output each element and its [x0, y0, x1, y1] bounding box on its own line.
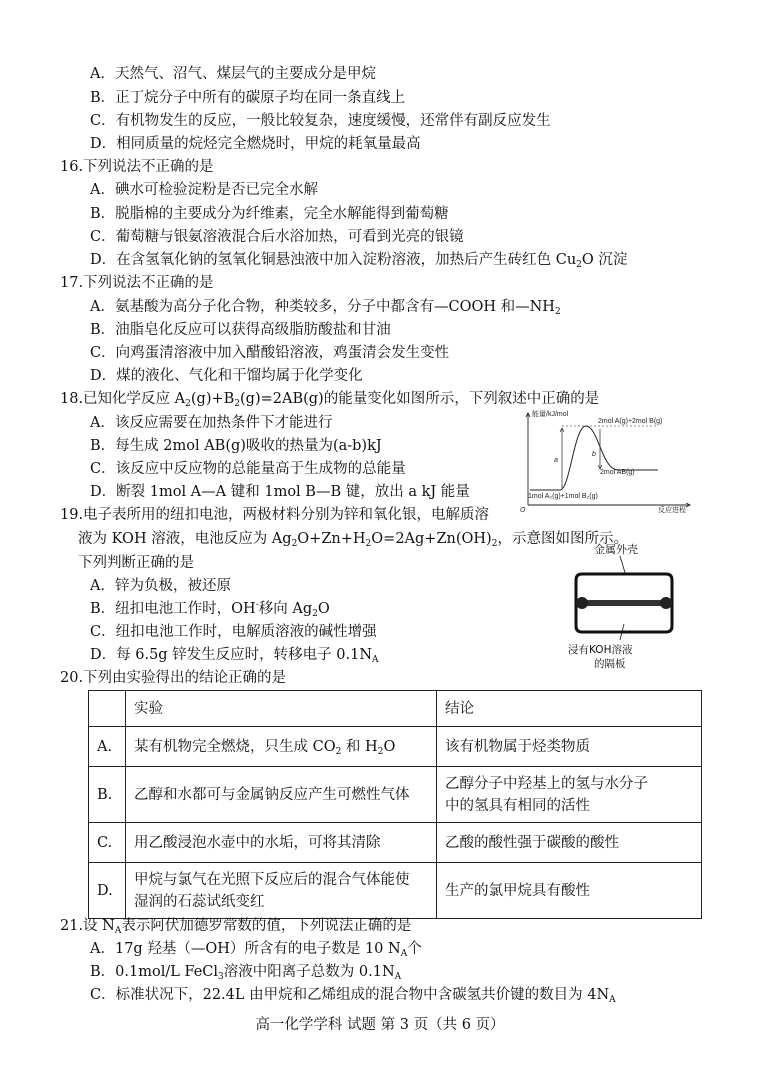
- q18-stem: 18.已知化学反应 $A_2(g)+B_2(g)=2AB(g)$的能量变化如图所示，下列叙述中正确的是: [60, 391, 600, 409]
- q21-option-a: A．17g 羟基（—OH）所含有的电子数是 10 $N_A$个: [90, 941, 422, 959]
- table-row: [89, 863, 702, 919]
- q19-option-b: B．纽扣电池工作时，OH-移向 $Ag_2O$: [90, 600, 330, 619]
- q21-option-b: B．0.1mol/L FeCl$_3$溶液中阳离子总数为 $0.1N_A$: [90, 964, 402, 982]
- q17-option-c: C．向鸡蛋清溶液中加入醋酸铅溶液，鸡蛋清会发生变性: [90, 345, 450, 361]
- q19-stem-line2: 液为 KOH 溶液，电池反应为 $Ag_2O+Zn+H_2O=2Ag+Zn(OH)_2$，示意图如图所示。: [78, 531, 628, 549]
- table-header-row: [89, 691, 702, 727]
- row-conclusion: 乙醇分子中羟基上的氢与水分子 中的氢具有相同的活性: [437, 767, 702, 823]
- energy-curve: [530, 426, 658, 490]
- row-label: D.: [89, 863, 126, 919]
- q17-option-b: B．油脂皂化反应可以获得高级脂肪酸盐和甘油: [90, 322, 391, 338]
- table-row: [89, 767, 702, 823]
- table-header-conclusion: 结论: [437, 691, 702, 727]
- q16-option-a: A．碘水可检验淀粉是否已完全水解: [90, 182, 318, 198]
- q18-option-c: C．该反应中反应物的总能量高于生成物的总能量: [90, 461, 406, 477]
- separator-label-2: 的隔板: [594, 658, 626, 670]
- separator-label-1: 浸有KOH溶液: [568, 644, 633, 656]
- table-row: [89, 727, 702, 767]
- q16-stem: 16.下列说法不正确的是: [60, 159, 214, 175]
- q21-option-c: C．标准状况下，22.4L 由甲烷和乙烯组成的混合物中含碳氢共价键的数目为 $4N_A$: [90, 987, 616, 1005]
- energy-a-label: a: [554, 457, 558, 464]
- separator-plate: [579, 600, 669, 606]
- q15-option-d: D．相同质量的烷烃完全燃烧时，甲烷的耗氧量最高: [90, 136, 421, 152]
- energy-top-level-label: 2mol A(g)+2mol B(g): [598, 418, 663, 425]
- page-footer: 高一化学学科 试题 第 3 页（共 6 页）: [255, 1017, 505, 1033]
- energy-diagram: [518, 408, 698, 516]
- experiment-table: [88, 690, 702, 919]
- row-label: C.: [89, 823, 126, 863]
- q16-option-d: D．在含氢氧化钠的氢氧化铜悬浊液中加入淀粉溶液，加热后产生砖红色 $Cu_2O$ 沉淀: [90, 252, 628, 270]
- energy-low-level-label: 1mol A₂(g)+1mol B₂(g): [528, 493, 598, 500]
- q20-stem: 20.下列由实验得出的结论正确的是: [60, 670, 287, 686]
- energy-mid-level-label: 2mol AB(g): [600, 469, 635, 476]
- table-header-experiment: 实验: [126, 691, 437, 727]
- q19-option-d: D．每 6.5g 锌发生反应时，转移电子 $0.1N_A$: [90, 647, 379, 665]
- q19-stem-line3: 下列判断正确的是: [78, 555, 194, 571]
- row-conclusion: 乙酸的酸性强于碳酸的酸性: [437, 823, 702, 863]
- row-label: A.: [89, 727, 126, 767]
- row-experiment: 乙醇和水都可与金属钠反应产生可燃性气体: [126, 767, 437, 823]
- q15-option-c: C．有机物发生的反应，一般比较复杂，速度缓慢，还常伴有副反应发生: [90, 113, 551, 129]
- table-header-blank: [89, 691, 126, 727]
- energy-b-label: b: [592, 451, 596, 458]
- q19-stem-line1: 19.电子表所用的纽扣电池，两极材料分别为锌和氧化银，电解质溶: [60, 507, 490, 523]
- energy-x-axis-label: 反应进程: [658, 507, 686, 514]
- q15-option-b: B．正丁烷分子中所有的碳原子均在同一条直线上: [90, 90, 406, 106]
- q16-option-c: C．葡萄糖与银氨溶液混合后水浴加热，可看到光亮的银镜: [90, 229, 464, 245]
- q17-option-a: A．氨基酸为高分子化合物，种类较多，分子中都含有—COOH 和$—NH_2$: [90, 299, 561, 317]
- q18-option-d: D．断裂 1mol A—A 键和 1mol B—B 键，放出 a kJ 能量: [90, 484, 470, 500]
- q15-option-a: A．天然气、沼气、煤层气的主要成分是甲烷: [90, 66, 376, 82]
- q16-option-b: B．脱脂棉的主要成分为纤维素，完全水解能得到葡萄糖: [90, 206, 449, 222]
- q18-option-a: A．该反应需要在加热条件下才能进行: [90, 415, 333, 431]
- q21-stem: 21.设 $N_A$表示阿伏加德罗常数的值，下列说法正确的是: [60, 918, 412, 936]
- row-experiment: 某有机物完全燃烧，只生成 $CO_2$ 和 $H_2O$: [126, 727, 437, 767]
- row-conclusion: 生产的氯甲烷具有酸性: [437, 863, 702, 919]
- table-row: [89, 823, 702, 863]
- q19-option-c: C．纽扣电池工作时，电解质溶液的碱性增强: [90, 624, 377, 640]
- shell-label: 金属外壳: [594, 543, 638, 556]
- energy-origin-label: O: [520, 507, 526, 514]
- q19-option-a: A．锌为负极，被还原: [90, 578, 231, 594]
- q17-stem: 17.下列说法不正确的是: [60, 275, 214, 291]
- q17-option-d: D．煤的液化、气化和干馏均属于化学变化: [90, 368, 363, 384]
- row-label: B.: [89, 767, 126, 823]
- row-experiment: 甲烷与氯气在光照下反应后的混合气体能使 湿润的石蕊试纸变红: [126, 863, 437, 919]
- energy-axis-label: 能量/kJ/mol: [532, 411, 569, 418]
- row-conclusion: 该有机物属于烃类物质: [437, 727, 702, 767]
- q18-option-b: B．每生成 2mol AB(g)吸收的热量为(a-b)kJ: [90, 438, 382, 454]
- button-cell-diagram: [560, 540, 690, 672]
- row-experiment: 用乙酸浸泡水壶中的水垢，可将其清除: [126, 823, 437, 863]
